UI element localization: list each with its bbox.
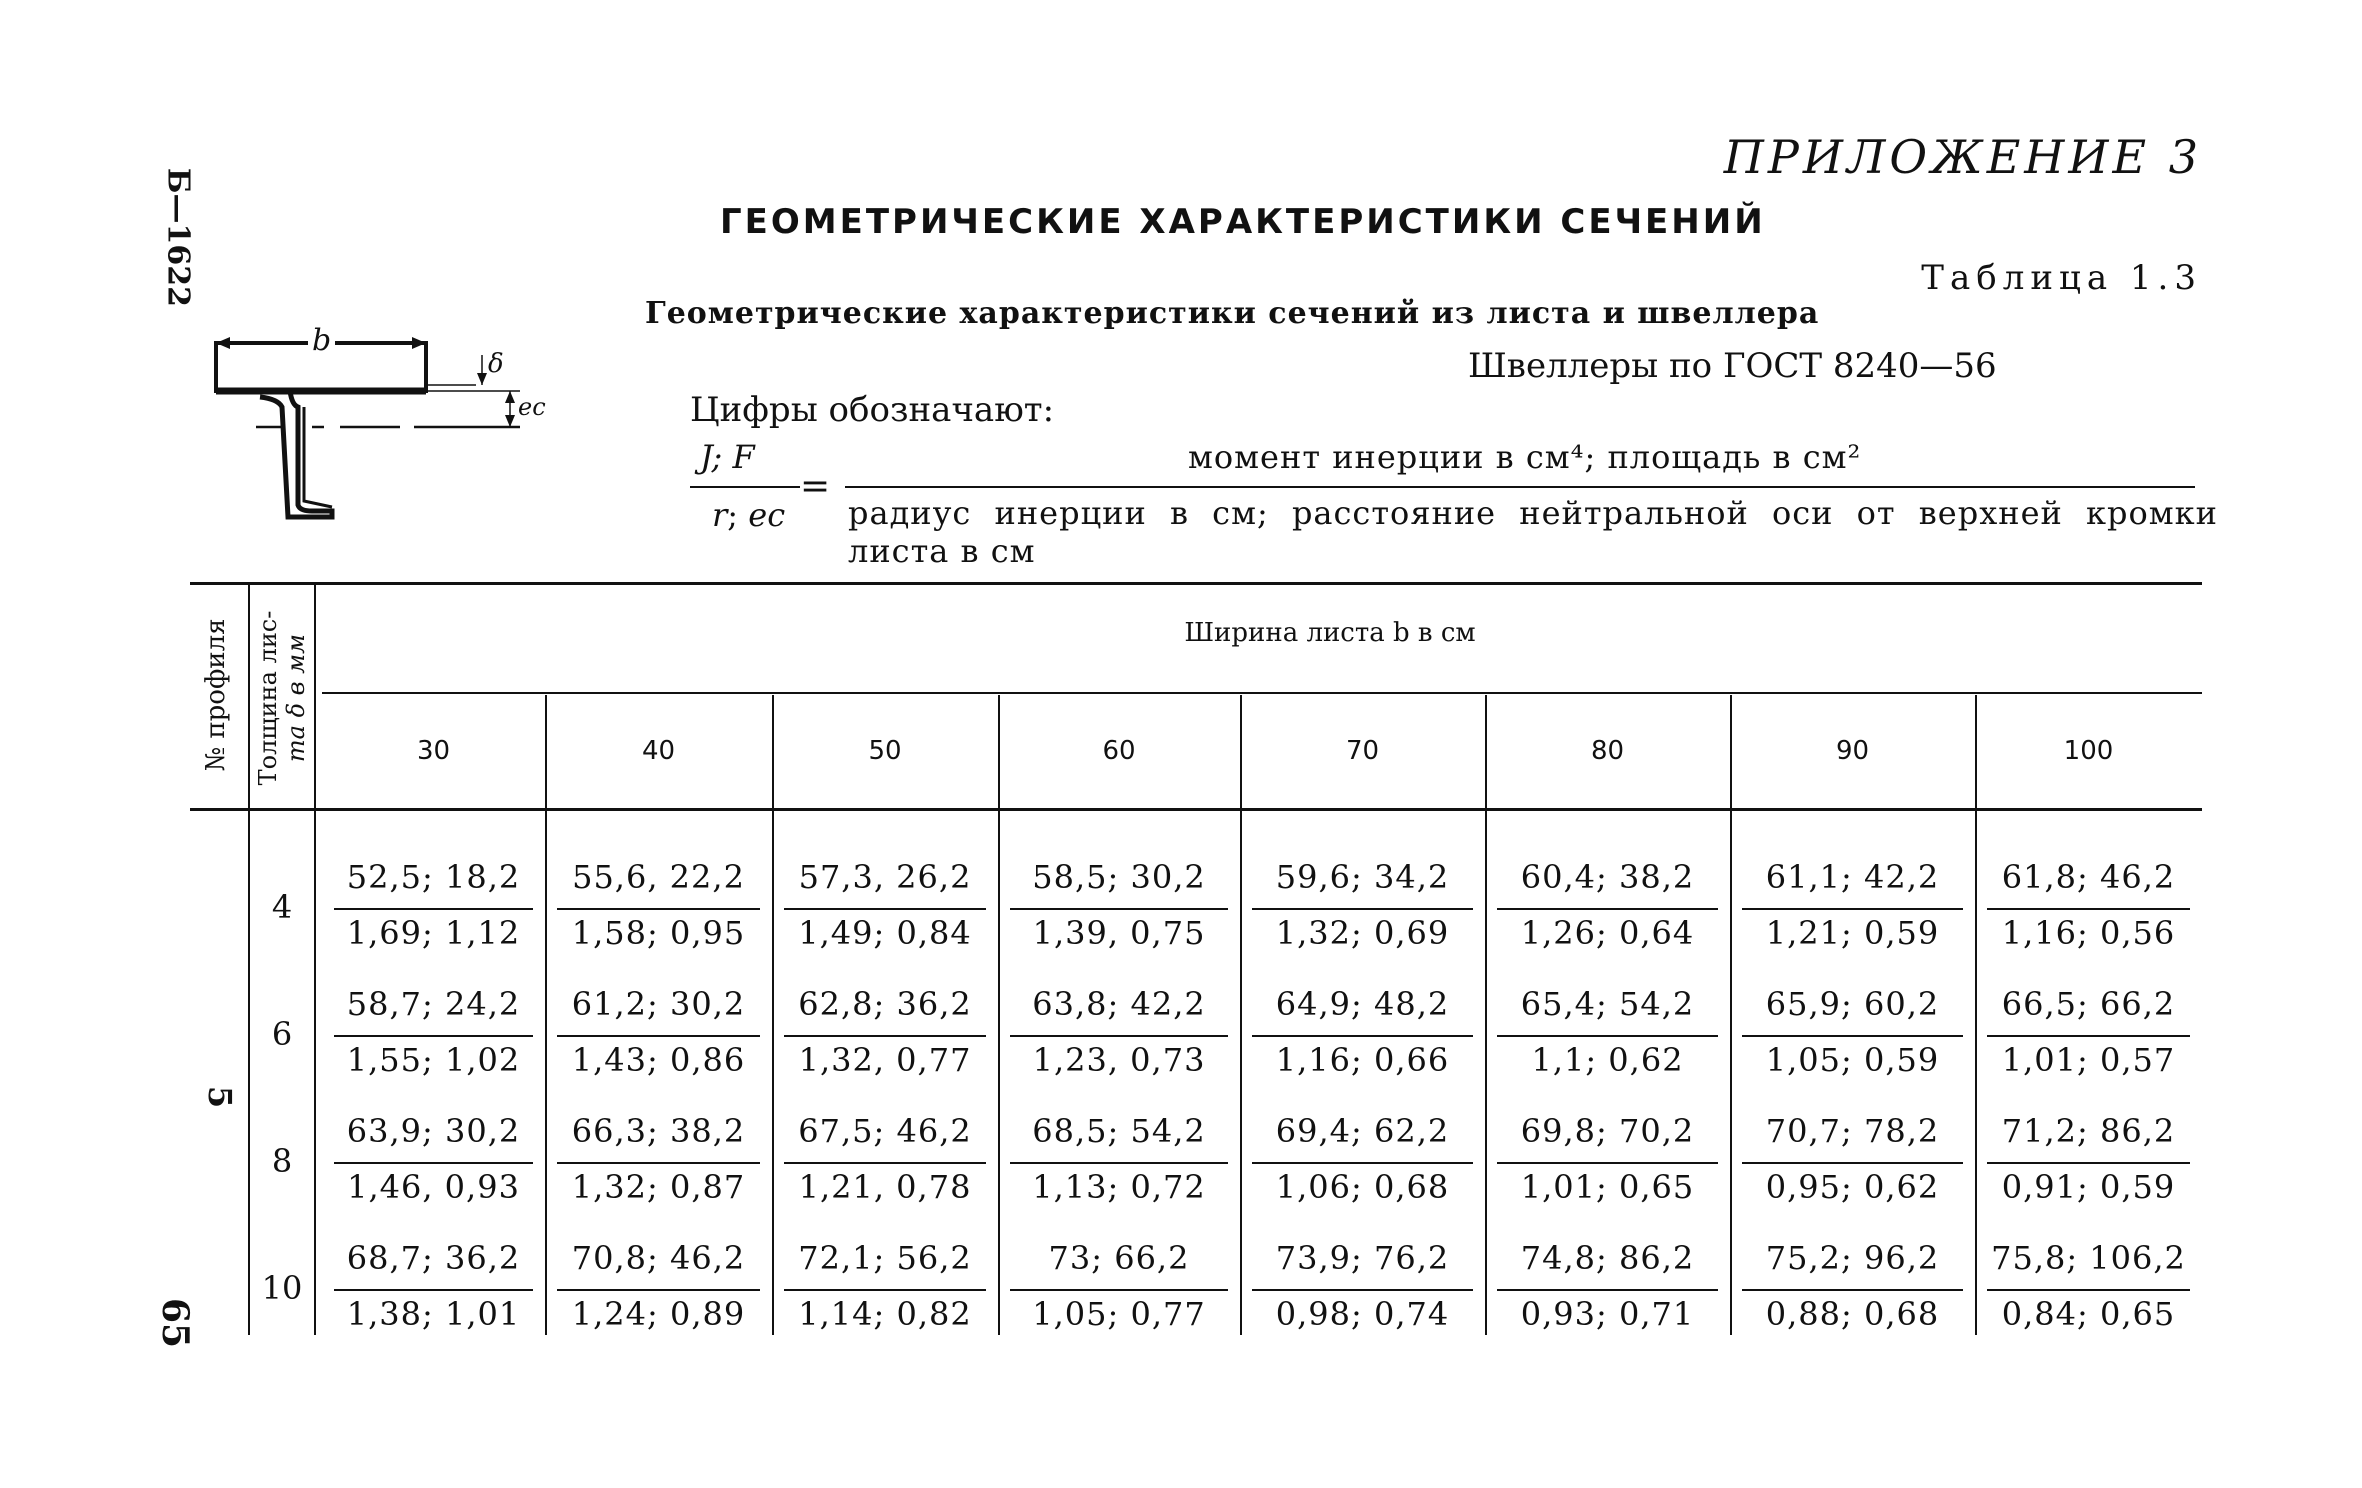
thickness-value: 6 (271, 1015, 293, 1053)
fraction-denominator (712, 496, 785, 534)
legend-top-meaning: момент инерции в см⁴; площадь в см² (1188, 438, 1862, 476)
cell-fraction-bar (334, 1035, 533, 1037)
cell-bottom-value: 0,91; 0,59 (2001, 1168, 2176, 1206)
cell-top-value: 60,4; 38,2 (1520, 858, 1695, 896)
thickness-value: 8 (271, 1142, 293, 1180)
column-divider (1485, 695, 1487, 1335)
header-thickness-line2: та δ в мм (282, 633, 310, 763)
header-thickness-line1: Толщина лис- (254, 610, 282, 786)
cell-top-value: 70,8; 46,2 (571, 1239, 746, 1277)
cell-fraction-bar (334, 1162, 533, 1164)
header-thickness (254, 598, 310, 798)
cell-bottom-value: 1,69; 1,12 (346, 914, 521, 952)
column-divider (998, 695, 1000, 1335)
width-header-rule (322, 692, 2202, 694)
profile-number: 5 (201, 1085, 239, 1109)
cell-bottom-value: 1,05; 0,77 (1032, 1295, 1206, 1333)
cell-fraction-bar (1742, 908, 1963, 910)
cell-top-value: 58,5; 30,2 (1032, 858, 1206, 896)
standard-reference: Швеллеры по ГОСТ 8240—56 (1468, 346, 1997, 386)
offset-label: eс (518, 393, 546, 421)
cell-top-value: 66,3; 38,2 (571, 1112, 746, 1150)
cell-top-value: 64,9; 48,2 (1275, 985, 1450, 1023)
cell-fraction-bar (1252, 1035, 1473, 1037)
cell-bottom-value: 0,88; 0,68 (1765, 1295, 1940, 1333)
section-sketch (200, 315, 560, 530)
cell-fraction-bar (557, 1289, 760, 1291)
cell-top-value: 68,7; 36,2 (346, 1239, 521, 1277)
cell-fraction-bar (1497, 1162, 1718, 1164)
fraction-numerator: J; F (700, 438, 755, 476)
column-divider (1240, 695, 1242, 1335)
cell-top-value: 63,8; 42,2 (1032, 985, 1206, 1023)
cell-top-value: 75,8; 106,2 (1991, 1239, 2186, 1277)
thickness-value: 4 (271, 888, 293, 926)
cell-top-value: 71,2; 86,2 (2001, 1112, 2176, 1150)
cell-bottom-value: 1,32, 0,77 (798, 1041, 972, 1079)
page-number: 65 (154, 1297, 197, 1349)
cell-bottom-value: 1,13; 0,72 (1032, 1168, 1206, 1206)
cell-fraction-bar (1987, 1289, 2190, 1291)
header-width: Ширина листа b в см (1184, 618, 1476, 648)
appendix-label: ПРИЛОЖЕНИЕ 3 (1723, 130, 2202, 184)
cell-bottom-value: 1,49; 0,84 (798, 914, 972, 952)
cell-top-value: 58,7; 24,2 (346, 985, 521, 1023)
cell-fraction-bar (1742, 1162, 1963, 1164)
section-diagram (200, 315, 560, 530)
cell-top-value: 61,1; 42,2 (1765, 858, 1940, 896)
cell-fraction-bar (334, 908, 533, 910)
cell-fraction-bar (1497, 1035, 1718, 1037)
cell-fraction-bar (784, 908, 986, 910)
fraction-bar (690, 486, 800, 488)
page-title: ГЕОМЕТРИЧЕСКИЕ ХАРАКТЕРИСТИКИ СЕЧЕНИЙ (720, 202, 1766, 242)
width-header-70: 70 (1345, 736, 1380, 766)
cell-bottom-value: 1,16; 0,66 (1275, 1041, 1450, 1079)
cell-bottom-value: 1,1; 0,62 (1531, 1041, 1684, 1079)
cell-top-value: 65,9; 60,2 (1765, 985, 1940, 1023)
width-header-90: 90 (1835, 736, 1870, 766)
cell-fraction-bar (334, 1289, 533, 1291)
cell-bottom-value: 1,26; 0,64 (1520, 914, 1695, 952)
cell-fraction-bar (1742, 1035, 1963, 1037)
cell-bottom-value: 0,98; 0,74 (1275, 1295, 1450, 1333)
cell-bottom-value: 1,01; 0,65 (1520, 1168, 1695, 1206)
cell-top-value: 73,9; 76,2 (1275, 1239, 1450, 1277)
table-subtitle: Геометрические характеристики сечений из листа и швеллера (645, 296, 1820, 331)
cell-fraction-bar (1252, 1289, 1473, 1291)
cell-bottom-value: 1,32; 0,87 (571, 1168, 746, 1206)
cell-fraction-bar (1010, 1289, 1228, 1291)
cell-top-value: 69,8; 70,2 (1520, 1112, 1695, 1150)
cell-bottom-value: 0,84; 0,65 (2001, 1295, 2176, 1333)
width-header-30: 30 (416, 736, 451, 766)
thickness-col-line (314, 585, 316, 1335)
cell-fraction-bar (1010, 1162, 1228, 1164)
cell-top-value: 72,1; 56,2 (798, 1239, 972, 1277)
width-header-40: 40 (641, 736, 676, 766)
legend-bar (845, 486, 2195, 488)
header-profile: № профиля (201, 618, 231, 772)
cell-fraction-bar (1252, 1162, 1473, 1164)
column-divider (545, 695, 547, 1335)
cell-top-value: 75,2; 96,2 (1765, 1239, 1940, 1277)
profile-col-line (248, 585, 250, 1335)
cell-top-value: 62,8; 36,2 (798, 985, 972, 1023)
fraction-separator: ; (727, 496, 749, 534)
cell-fraction-bar (784, 1035, 986, 1037)
cell-fraction-bar (1010, 1035, 1228, 1037)
cell-bottom-value: 1,06; 0,68 (1275, 1168, 1450, 1206)
cell-fraction-bar (1987, 1162, 2190, 1164)
cell-bottom-value: 0,95; 0,62 (1765, 1168, 1940, 1206)
cell-bottom-value: 1,43; 0,86 (571, 1041, 746, 1079)
cell-top-value: 73; 66,2 (1048, 1239, 1190, 1277)
cell-fraction-bar (1252, 908, 1473, 910)
cell-top-value: 70,7; 78,2 (1765, 1112, 1940, 1150)
cell-fraction-bar (784, 1289, 986, 1291)
fraction-r: r (712, 496, 728, 534)
cell-bottom-value: 1,14; 0,82 (798, 1295, 972, 1333)
side-code: Б—1622 (160, 167, 196, 308)
cell-bottom-value: 1,24; 0,89 (571, 1295, 746, 1333)
legend-intro: Цифры обозначают: (690, 390, 1055, 430)
cell-bottom-value: 1,01; 0,57 (2001, 1041, 2176, 1079)
cell-top-value: 57,3, 26,2 (798, 858, 972, 896)
cell-bottom-value: 1,39, 0,75 (1032, 914, 1206, 952)
cell-top-value: 66,5; 66,2 (2001, 985, 2176, 1023)
cell-fraction-bar (557, 1162, 760, 1164)
cell-fraction-bar (1497, 908, 1718, 910)
cell-top-value: 63,9; 30,2 (346, 1112, 521, 1150)
cell-bottom-value: 1,21, 0,78 (798, 1168, 972, 1206)
cell-top-value: 61,2; 30,2 (571, 985, 746, 1023)
cell-top-value: 61,8; 46,2 (2001, 858, 2176, 896)
cell-top-value: 65,4; 54,2 (1520, 985, 1695, 1023)
width-label: b (308, 323, 335, 358)
cell-fraction-bar (1010, 908, 1228, 910)
cell-top-value: 68,5; 54,2 (1032, 1112, 1206, 1150)
fraction-e: eс (748, 496, 786, 534)
column-divider (1730, 695, 1732, 1335)
cell-fraction-bar (557, 908, 760, 910)
width-header-50: 50 (868, 736, 902, 766)
cell-top-value: 59,6; 34,2 (1275, 858, 1450, 896)
table-top-rule (190, 582, 2202, 585)
cell-top-value: 74,8; 86,2 (1520, 1239, 1695, 1277)
thickness-value: 10 (261, 1269, 303, 1307)
cell-bottom-value: 1,46, 0,93 (347, 1168, 520, 1206)
cell-bottom-value: 1,05; 0,59 (1765, 1041, 1940, 1079)
cell-bottom-value: 0,93; 0,71 (1520, 1295, 1695, 1333)
equals-sign: = (800, 466, 831, 507)
cell-fraction-bar (557, 1035, 760, 1037)
cell-top-value: 69,4; 62,2 (1275, 1112, 1450, 1150)
cell-bottom-value: 1,38; 1,01 (346, 1295, 521, 1333)
cell-bottom-value: 1,23, 0,73 (1032, 1041, 1206, 1079)
cell-fraction-bar (1497, 1289, 1718, 1291)
width-header-100: 100 (2063, 736, 2114, 766)
header-bottom-rule (190, 808, 2202, 811)
cell-bottom-value: 1,58; 0,95 (571, 914, 746, 952)
cell-top-value: 55,6, 22,2 (572, 858, 745, 896)
cell-top-value: 52,5; 18,2 (346, 858, 521, 896)
cell-bottom-value: 1,55; 1,02 (346, 1041, 521, 1079)
width-header-80: 80 (1590, 736, 1625, 766)
cell-bottom-value: 1,32; 0,69 (1275, 914, 1450, 952)
cell-fraction-bar (1987, 1035, 2190, 1037)
cell-fraction-bar (1742, 1289, 1963, 1291)
column-divider (772, 695, 774, 1335)
cell-fraction-bar (784, 1162, 986, 1164)
cell-bottom-value: 1,16; 0,56 (2001, 914, 2176, 952)
column-divider (1975, 695, 1977, 1335)
cell-fraction-bar (1987, 908, 2190, 910)
table-label: Таблица 1.3 (1921, 258, 2202, 298)
thickness-label: δ (488, 349, 504, 379)
cell-top-value: 67,5; 46,2 (798, 1112, 972, 1150)
legend-bottom-meaning: радиус инерции в см; расстояние нейтральной оси от верхней кромки листа в см (848, 494, 2218, 570)
width-header-60: 60 (1102, 736, 1136, 766)
cell-bottom-value: 1,21; 0,59 (1765, 914, 1940, 952)
